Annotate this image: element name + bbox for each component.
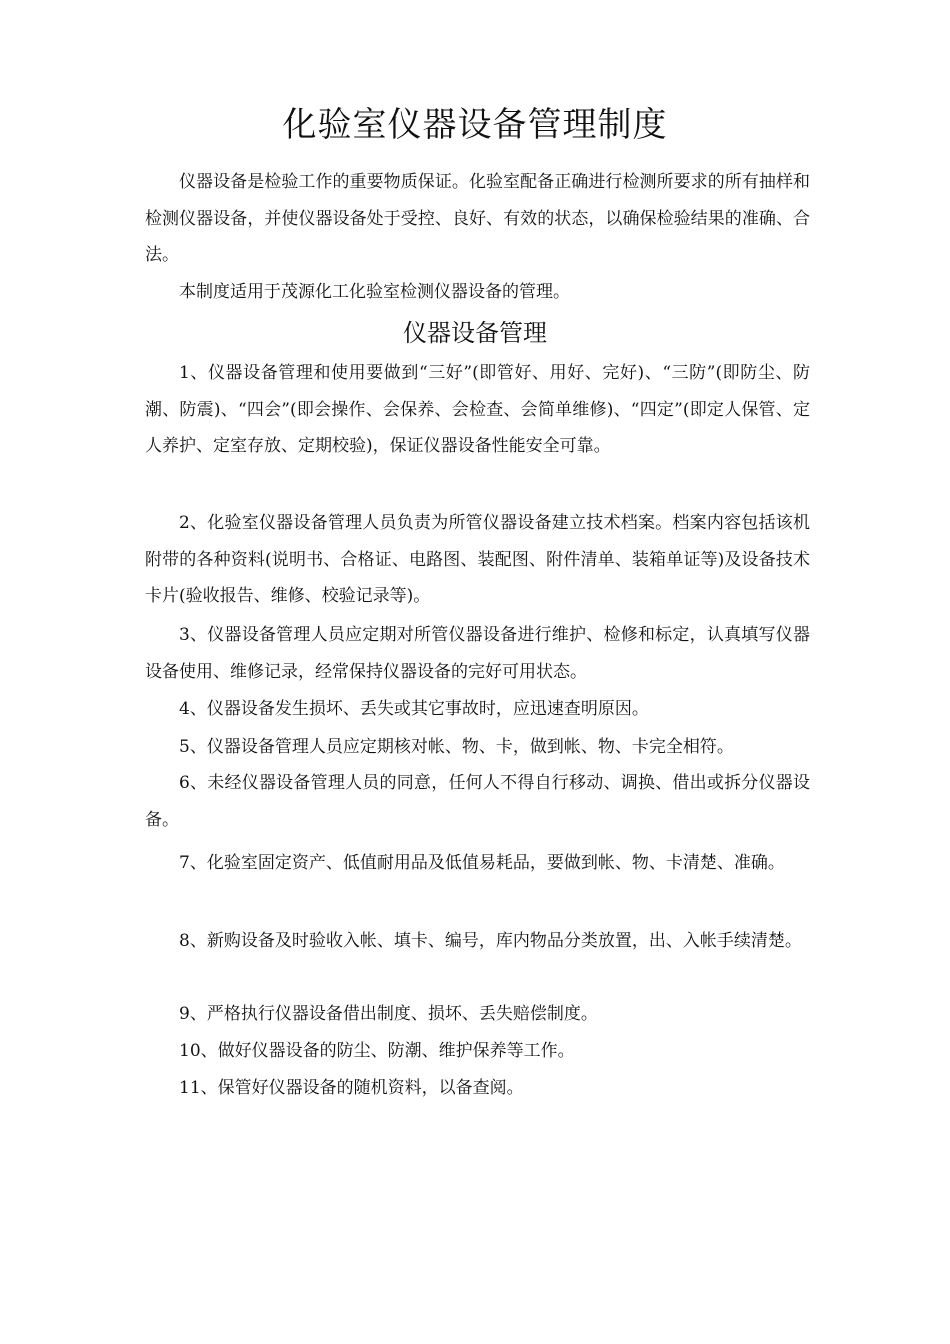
scope-paragraph: 本制度适用于茂源化工化验室检测仪器设备的管理。 [179, 282, 570, 302]
section-title: 仪器设备管理 [403, 319, 547, 347]
list-item: 7、化验室固定资产、低值耐用品及低值易耗品，要做到帐、物、卡清楚、准确。 [179, 853, 785, 873]
list-item: 1、仪器设备管理和使用要做到“三好”(即管好、用好、完好)、“三防”(即防尘、防潮、防震)、“四会”(即会操作、会保养、会检查、会简单维修)、“四定”(即定人保管、定人养护、定室存放、定期校验)，保证仪器设备性能安全可靠。 [145, 363, 810, 456]
list-item: 5、仪器设备管理人员应定期核对帐、物、卡，做到帐、物、卡完全相符。 [179, 737, 734, 757]
list-item: 3、仪器设备管理人员应定期对所管仪器设备进行维护、检修和标定，认真填写仪器设备使用、维修记录，经常保持仪器设备的完好可用状态。 [145, 625, 810, 682]
intro-paragraph: 仪器设备是检验工作的重要物质保证。化验室配备正确进行检测所要求的所有抽样和检测仪器设备，并使仪器设备处于受控、良好、有效的状态，以确保检验结果的准确、合法。 [145, 172, 810, 265]
list-item: 4、仪器设备发生损坏、丢失或其它事故时，应迅速查明原因。 [179, 699, 649, 719]
list-item: 6、未经仪器设备管理人员的同意，任何人不得自行移动、调换、借出或拆分仪器设备。 [145, 773, 810, 830]
list-item: 10、做好仪器设备的防尘、防潮、维护保养等工作。 [179, 1041, 575, 1061]
list-item: 8、新购设备及时验收入帐、填卡、编号，库内物品分类放置，出、入帐手续清楚。 [179, 931, 802, 951]
list-item: 9、严格执行仪器设备借出制度、损坏、丢失赔偿制度。 [179, 1004, 598, 1024]
list-item: 11、保管好仪器设备的随机资料，以备查阅。 [179, 1078, 524, 1098]
list-item: 2、化验室仪器设备管理人员负责为所管仪器设备建立技术档案。档案内容包括该机附带的各种资料(说明书、合格证、电路图、装配图、附件清单、装箱单证等)及设备技术卡片(验收报告、维修、校验记录等)。 [145, 513, 810, 606]
document-title: 化验室仪器设备管理制度 [282, 105, 668, 145]
